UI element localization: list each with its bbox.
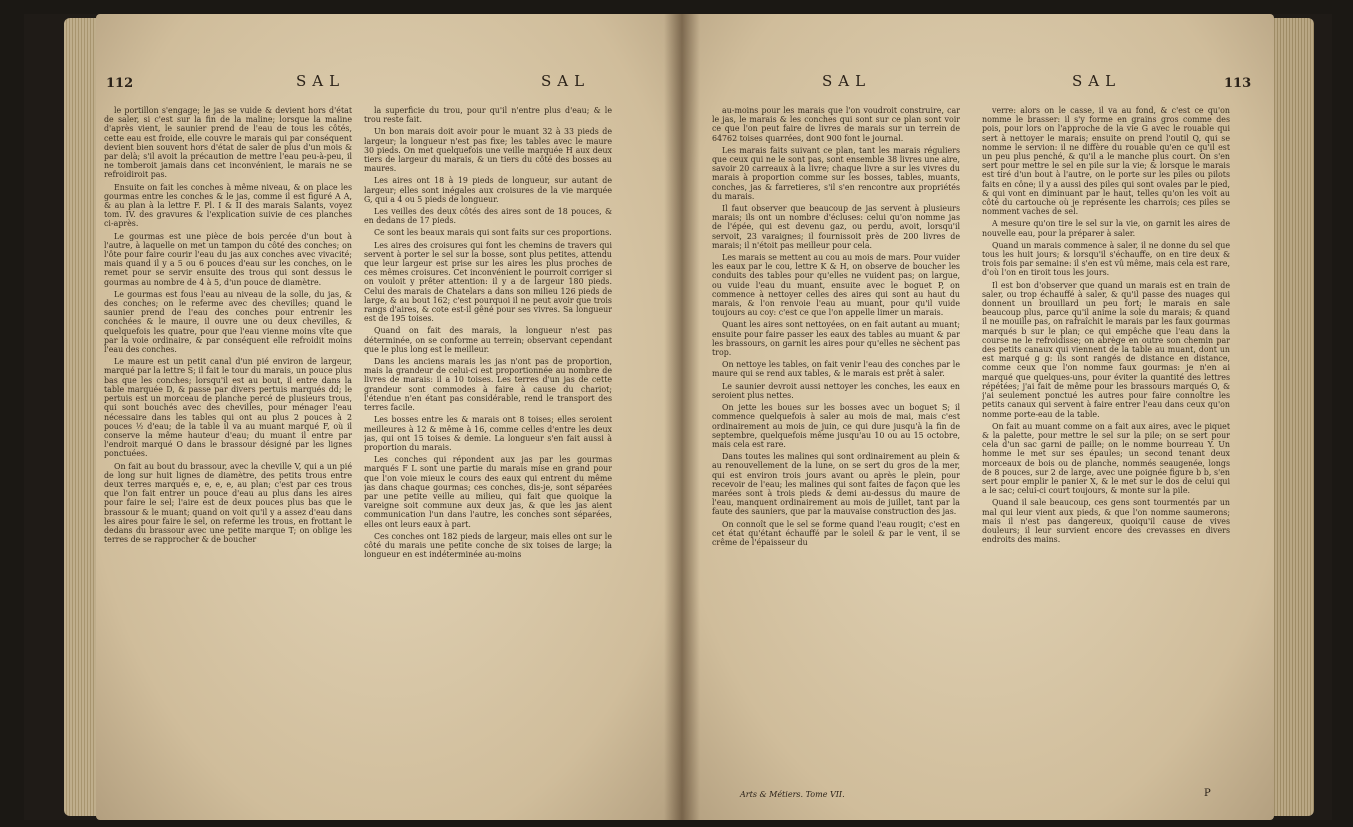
paragraph: Ensuite on fait les conches à même niveau, & on place les gourmas entre les conches & le jas, comme il est figuré A A, & au plan à la lettre F. Pl. I & II des marais Salants, voyez tom. IV. des gravures & l'explication suivie de ces planches ci-après. (104, 182, 352, 229)
paragraph: Il est bon d'observer que quand un marais est en train de saler, ou trop échauffé à saler, & qu'il passe des nuages qui donnent un brouillard un peu fort; le marais en sale beaucoup plus, parce qu'il anime la sole du marais; & quand il ne mouille pas, on rafraîchit le marais par les faux gourmas marqués b sur le plan; ce qui empêche que l'eau dans la course ne le refroidisse; on abrège en outre son chemin par des petits canaux qui viennent de la table au muant, dont un est marqué g g: ils sont rangés de distance en distance, comme ceux que l'on nomme faux gourmas: je n'en ai marqué que quelques-uns, pour éviter la quantité des lettres répétées; j'ai fait de même pour les brassours marqués O, & j'ai seulement ponctué les autres pour faire connoître les petits canaux qui servent à faire entrer l'eau dans ceux qu'on nomme porte-eau de la table. (982, 280, 1230, 419)
paragraph: le portillon s'engage; le jas se vuide & devient hors d'état de saler, si c'est sur la fin de la maline; lorsque la maline d'après vient, le saunier prend de l'eau de tous les côtés, cette eau est froide, elle couvre le marais qui par conséquent devient bien souvent hors d'état de saler de plus d'un mois & par delà; s'il avoit la précaution de mettre l'eau peu-à-peu, il ne tomberoit jamais dans cet inconvénient, le marais ne se refroidiroit pas. (104, 106, 352, 180)
paragraph: Les marais se mettent au cou au mois de mars. Pour vuider les eaux par le cou, lettre K & H, on observe de boucher les conduits des tables pour qu'elles ne vuident pas; on largue, ou vuide l'eau du muant, ensuite avec le boguet P, on commence à nettoyer celles des aires qui sont au haut du marais, & l'on renvoie l'eau au muant, pour qu'il vuide toujours au coy: c'est ce que l'on appelle limer un marais. (712, 253, 960, 318)
running-header-right: SAL (1072, 72, 1122, 90)
text-column-1 (104, 106, 352, 796)
gutter-shadow (664, 14, 700, 820)
paragraph: verre: alors on le casse, il va au fond, & c'est ce qu'on nomme le brasser: il s'y forme en grains gros comme des pois, pour lors on l'approche de la vie G avec le rouable qui sert à nettoyer le marais; ensuite on prend l'outil Q, qui se nomme le servion: il ne diffère du rouable qu'en ce qu'il est un peu plus penché, & qu'il a le manche plus court. On s'en sert pour mettre le sel en pile sur la vie; & lorsque le marais est tiré d'un bout à l'autre, on le porte sur les piles ou pilots faits en cône; il y a aussi des piles qui sont ovales par le pied, & qui vont en diminuant par le haut, telles qu'on les voit au côté du cartouche où je représente les charrois; ces piles se nomment vaches de sel. (982, 106, 1230, 217)
paragraph: la superficie du trou, pour qu'il n'entre plus d'eau; & le trou reste fait. (364, 106, 612, 125)
paragraph: On jette les boues sur les bosses avec un boguet S; il commence quelquefois à saler au mois de mai, mais c'est ordinairement au mois de juin, ce qui dure jusqu'à la fin de septembre, quelquefois même jusqu'au 10 ou au 15 octobre, mais cela est rare. (712, 403, 960, 449)
paragraph: Ce sont les beaux marais qui sont faits sur ces proportions. (374, 228, 612, 238)
paragraph: On fait au bout du brassour, avec la cheville V, qui a un pié de long sur huit lignes de diamètre, des petits trous entre deux terres marqués e, e, e, e, au plan; c'est par ces trous que l'on fait entrer un pouce d'eau au plus dans les aires pour faire le sel; l'aire est de deux pouces plus bas que le brassour & le muant; quand on voit qu'il y a assez d'eau dans les aires pour faire le sel, on referme les trous, en frottant le dedans du brassour avec une petite marque T; on oblige les terres de se rapprocher & de boucher (104, 461, 352, 545)
paragraph: Le saunier devroit aussi nettoyer les conches, les eaux en seroient plus nettes. (712, 381, 960, 400)
book-spread (24, 14, 1332, 820)
paragraph: Les marais faits suivant ce plan, tant les marais réguliers que ceux qui ne le sont pas, sont ensemble 38 livres une aire, savoir 20 carreaux à la livre; chaque livre a sur les vivres du marais à proportion comme sur les bosses, tables, muants, conches, jas & farretieres, s'il s'en rencontre aux propriétés du marais. (712, 145, 960, 201)
paragraph: Quand on fait des marais, la longueur n'est pas déterminée, on se conforme au terrein; observant cependant que le plus long est le meilleur. (364, 326, 612, 354)
paragraph: Dans toutes les malines qui sont ordinairement au plein & au renouvellement de la lune, on se sert du gros de la mer, qui est environ trois jours avant ou après le plein, pour recevoir de l'eau; les malines qui sont faites de façon que les marées sont à trois pieds & demi au-dessus du maure de l'eau, manquent ordinairement au mois de juillet, tant par la faute des sauniers, que par la mauvaise construction des jas. (712, 452, 960, 517)
text-column-2 (364, 106, 612, 796)
paragraph: On connoît que le sel se forme quand l'eau rougit; c'est en cet état qu'étant échauffé par le soleil & par le vent, il se crême de l'épaisseur du (712, 519, 960, 547)
paragraph: Les aires ont 18 à 19 pieds de longueur, sur autant de largeur; elles sont inégales aux croisures de la vie marquée G, qui a 4 ou 5 pieds de longueur. (364, 176, 612, 204)
signature-mark: P (1204, 788, 1211, 799)
paragraph: Quant les aires sont nettoyées, on en fait autant au muant; ensuite pour faire passer les eaux des tables au muant & par les brassours, on garnit les aires pour qu'elles ne sèchent pas trop. (712, 320, 960, 358)
paragraph: Un bon marais doit avoir pour le muant 32 à 33 pieds de largeur; la longueur n'est pas fixe; les tables avec le maure 30 pieds. On met quelquefois une veille marquée H aux deux tiers de largeur du marais, & un tiers du côté des bosses au maures. (364, 127, 612, 174)
left-page (96, 14, 682, 820)
paragraph: Le gourmas est une pièce de bois percée d'un bout à l'autre, à laquelle on met un tampon du côté des conches; on l'ôte pour faire courir l'eau du jas aux conches avec vivacité; mais quand il y a 5 ou 6 pouces d'eau sur les conches, on le remet pour se servir ensuite des trous qui sont dessus le gourmas au nombre de 4 à 5, d'un pouce de diamètre. (104, 231, 352, 287)
paragraph: Le gourmas est fous l'eau au niveau de la solle, du jas, & des conches; on le referme avec des chevilles; quand le saunier prend de l'eau des conches pour entrenir les conchées & le maure, il ouvre une ou deux chevilles, & quelquefois les quatre, pour que l'eau vienne moins vîte que par la voie ordinaire, & par conséquent elle refroidit moins l'eau des conches. (104, 289, 352, 355)
paragraph: Les aires des croisures qui font les chemins de travers qui servent à porter le sel sur la bosse, sont plus petites, attendu que leur largeur est prise sur les aires les plus proches de ces mêmes croisures. Cet inconvénient le pourroit corriger si on vouloit y prêter attention: il y a de largeur 180 pieds. Celui des marais de Chatelars a dans son milieu 126 pieds de large, & au bout 162; c'est pourquoi il ne peut avoir que trois rangs d'aires, & cote est-il gêné pour ses vivres. Sa longueur est de 195 toises. (364, 240, 612, 324)
paragraph: Dans les anciens marais les jas n'ont pas de proportion, mais la grandeur de celui-ci est proportionnée au nombre de livres de marais: il a 10 toises. Les terres d'un jas de cette grandeur sont commodes à faire à cause du chariot; l'étendue n'en étant pas considérable, rend le transport des terres facile. (364, 357, 612, 413)
text-column-2 (982, 106, 1230, 796)
paragraph: Le maure est un petit canal d'un pié environ de largeur, marqué par la lettre S; il fait le tour du marais, un pouce plus bas que les conches; lorsqu'il est au bout, il entre dans la table marquée D, & passe par divers pertuis marqués dd; le pertuis est un morceau de planche percé de plusieurs trous, qui sont bouchés avec des chevilles, pour ménager l'eau nécessaire dans les tables qui ont au plus 2 pouces à 2 pouces ½ d'eau; de la table il va au muant marqué F, où il conserve la même hauteur d'eau; du muant il entre par l'endroit marqué O dans le brassour désigné par les lignes ponctuées. (104, 357, 352, 459)
paragraph: Il faut observer que beaucoup de jas servent à plusieurs marais; ils ont un nombre d'écluses: celui qu'on nomme jas de l'épée, qui est devenu gaz, ou perdu, avoit, lorsqu'il servoit, 23 varaignes; il fournissoit près de 200 livres de marais; il n'étoit pas meilleur pour cela. (712, 204, 960, 250)
paragraph: au-moins pour les marais que l'on voudroit construire, car le jas, le marais & les conches qui sont sur ce plan sont voir ce que l'on peut faire de livres de marais sur un terrein de 64762 toises quarrées, dont 900 font le journal. (712, 106, 960, 143)
paragraph: Les veilles des deux côtés des aires sont de 18 pouces, & en dedans de 17 pieds. (364, 207, 612, 226)
text-column-1 (712, 106, 960, 782)
page-number: 113 (1224, 76, 1252, 91)
running-header-left: SAL (822, 72, 872, 90)
paragraph: A mesure qu'on tire le sel sur la vie, on garnit les aires de nouvelle eau, pour la préparer à saler. (982, 219, 1230, 238)
paragraph: On fait au muant comme on a fait aux aires, avec le piquet & la palette, pour mettre le sel sur la pile; on se sert pour cela d'un sac garni de paille; on le nomme bourreau Y. Un homme le met sur ses épaules; un second tenant deux morceaux de bois ou de planche, nommés seaugenée, longs de 8 pouces, sur 2 de large, avec une poignée figure b b, s'en sert pour emplir le panier X, & le met sur le dos de celui qui a le sac; celui-ci court toujours, & monte sur la pile. (982, 421, 1230, 496)
footer-title: Arts & Métiers. Tome VII. (740, 790, 845, 799)
page-number: 112 (106, 76, 134, 91)
left-page-edges (64, 18, 98, 816)
paragraph: Quand un marais commence à saler, il ne donne du sel que tous les huit jours; & lorsqu'il s'échauffe, on en tire deux & trois fois par semaine: il s'en est vû même, mais cela est rare, d'où l'on en tiroit tous les jours. (982, 240, 1230, 278)
running-header-left: SAL (296, 72, 346, 90)
running-header-right: SAL (541, 72, 591, 90)
paragraph: On nettoye les tables, on fait venir l'eau des conches par le maure qui se rend aux tables, & le marais est prêt à saler. (712, 360, 960, 379)
paragraph: Quand il sale beaucoup, ces gens sont tourmentés par un mal qui leur vient aux pieds, & que l'on nomme saumerons; mais il n'est pas dangereux, quoiqu'il cause de vives douleurs; il leur survient encore des crevasses en divers endroits des mains. (982, 498, 1230, 545)
paragraph: Les conches qui répondent aux jas par les gourmas marqués F L sont une partie du marais mise en grand pour que l'on voie mieux le cours des eaux qui entrent du même jas dans chaque gourmas; ces conches, dis-je, sont séparées par une petite veille au milieu, qui fait que quoique la vareigne soit commune aux deux jas, & que les jas aient communication l'un dans l'autre, les conches sont séparées, elles ont leurs eaux à part. (364, 455, 612, 529)
paragraph: Ces conches ont 182 pieds de largeur, mais elles ont sur le côté du marais une petite conche de six toises de large; la longueur en est indéterminée au-moins (364, 531, 612, 560)
right-page-edges (1272, 18, 1314, 816)
right-page (682, 14, 1274, 820)
paragraph: Les bosses entre les & marais ont 8 toises; elles seroient meilleures à 12 & même à 16, comme celles d'entre les deux jas, qui ont 15 toises & demie. La longueur s'en fait aussi à proportion du marais. (364, 415, 612, 452)
